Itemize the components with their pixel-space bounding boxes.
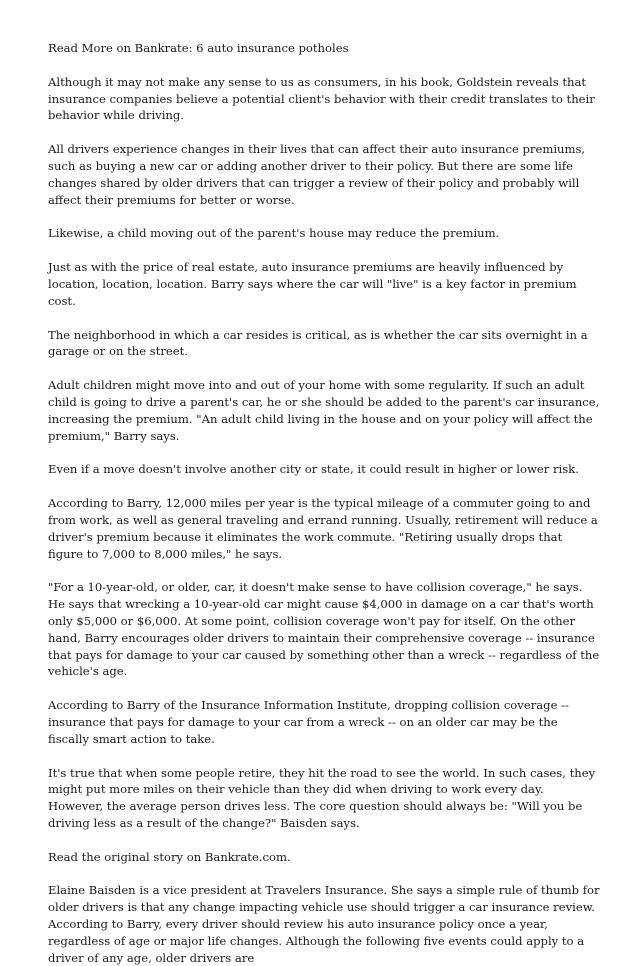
paragraph-elaine-baisden: Elaine Baisden is a vice president at Travelers Insurance. She says a simple rule of thumb for older drivers is that any change impacting vehicle use should trigger a car insurance review. According to Barry, every driver should review his auto insurance policy once a year, regardless of age or major life changes. Although the following five events could apply to a driver of any age, older drivers are bbox=[48, 883, 600, 965]
paragraph-credit-behavior: Although it may not make any sense to us as consumers, in his book, Goldstein reveals that insurance companies believe a potential client's behavior with their credit translates to their behavior while driving. bbox=[48, 74, 595, 123]
paragraph-read-more-link-text: Read More on Bankrate: 6 auto insurance potholes bbox=[48, 41, 349, 55]
paragraph-child-moving-out: Likewise, a child moving out of the parent's house may reduce the premium. bbox=[48, 226, 500, 241]
paragraph-collision-coverage: "For a 10-year-old, or older, car, it doesn't make sense to have collision coverage," he says. He says that wrecking a 10-year-old car might cause $4,000 in damage on a car that's worth only $5,000 or $6,000. At some point, collision coverage won't pay for itself. On the other hand, Barry encourages older drivers to maintain their comprehensive coverage -- insurance that pays for damage to your car caused by something other than a wreck -- regardless of the vehicle's age. bbox=[48, 580, 600, 679]
paragraph-original-story: Read the original story on Bankrate.com. bbox=[48, 849, 291, 864]
paragraph-retire-travel: It's true that when some people retire, they hit the road to see the world. In such cases, they might put more miles on their vehicle than they did when driving to work every day. However, the average person drives less. The core question should always be: "Will you be driving less as a result of the change?" Baisden says. bbox=[48, 765, 596, 830]
paragraph-location: Just as with the price of real estate, auto insurance premiums are heavily influenced by location, location, location. Barry says where the car will "live" is a key factor in premium cost. bbox=[48, 260, 577, 308]
paragraph-mileage: According to Barry, 12,000 miles per year is the typical mileage of a commuter going to and from work, as well as general traveling and errand running. Usually, retirement will reduce a driver's premium because it eliminates the work commute. "Retiring usually drops that figure to 7,000 to 8,000 miles," he says. bbox=[48, 496, 598, 561]
paragraph-move-risk: Even if a move doesn't involve another city or state, it could result in higher or lower risk. bbox=[48, 462, 579, 477]
paragraph-adult-children: Adult children might move into and out of your home with some regularity. If such an adult child is going to drive a parent's car, he or she should be added to the parent's car insurance, increasing the premium. "An adult child living in the house and on your policy will affect the premium," Barry says. bbox=[48, 378, 600, 443]
paragraph-life-changes: All drivers experience changes in their lives that can affect their auto insurance premiums, such as buying a new car or adding another driver to their policy. But there are some life changes shared by older drivers that can trigger a review of their policy and probably will affect their premiums for better or worse. bbox=[48, 142, 586, 207]
paragraph-insurance-institute: According to Barry of the Insurance Information Institute, dropping collision coverage -- insurance that pays for damage to your car from a wreck -- on an older car may be the fiscally smart action to take. bbox=[48, 698, 569, 746]
paragraph-neighborhood: The neighborhood in which a car resides is critical, as is whether the car sits overnight in a garage or on the street. bbox=[48, 327, 588, 359]
